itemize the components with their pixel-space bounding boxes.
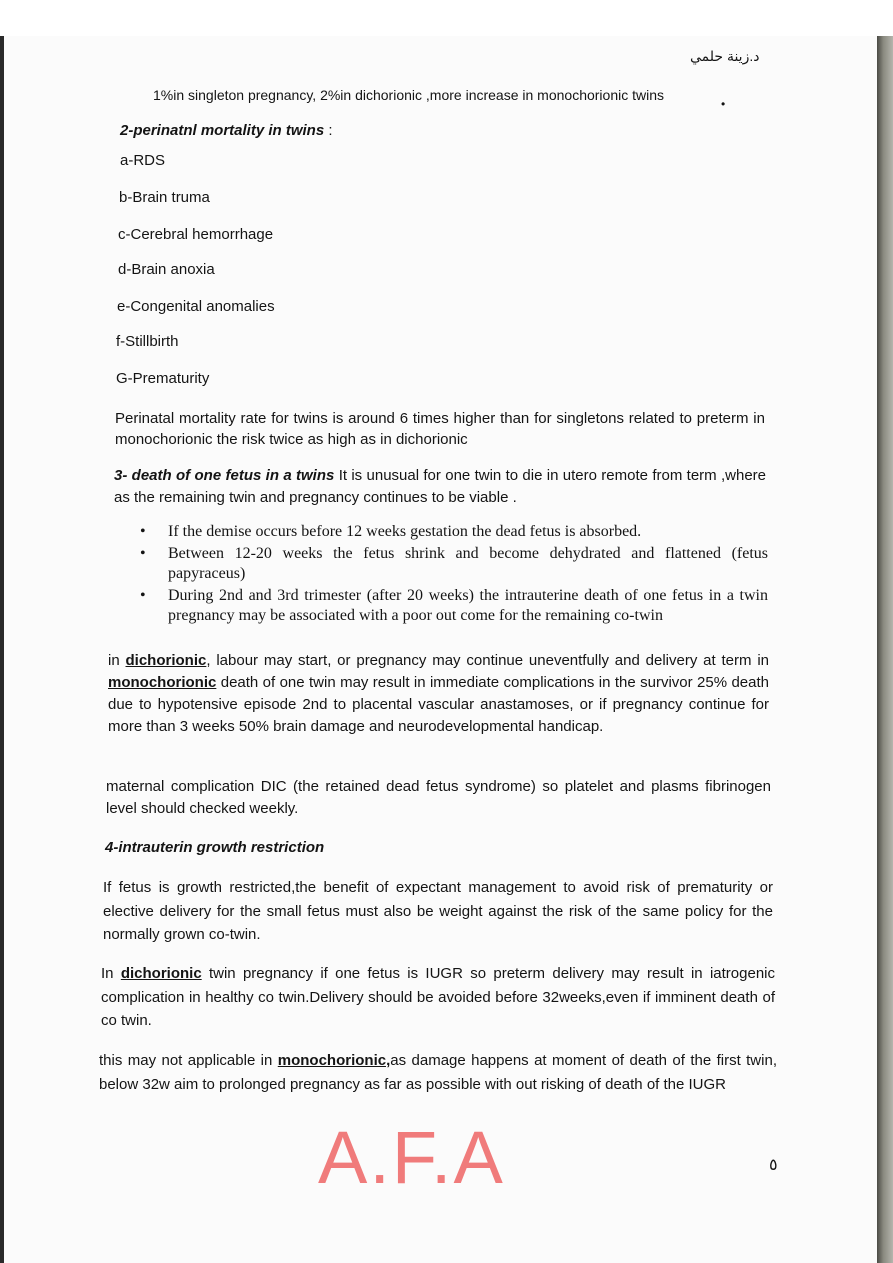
list-item: a-RDS — [120, 152, 166, 169]
list-item: f-Stillbirth — [116, 333, 179, 350]
bullet-text: If the demise occurs before 12 weeks gestation the dead fetus is absorbed. — [168, 523, 642, 540]
list-item: b-Brain truma — [119, 189, 210, 206]
intro-line: 1%in singleton pregnancy, 2%in dichorionic ,more increase in monochorionic twins — [153, 87, 665, 103]
text-run: , labour may start, or pregnancy may continue uneventfully and delivery at term in — [206, 652, 769, 669]
list-item — [140, 522, 768, 542]
bullet-icon: • — [140, 587, 146, 604]
section-2-heading — [120, 120, 333, 142]
bullet-icon: • — [140, 523, 146, 540]
author-name: د.زينة حلمي — [690, 48, 760, 64]
text-run: In — [101, 965, 121, 982]
section-2-heading-colon: : — [324, 122, 333, 139]
section-4-paragraph-3 — [99, 1049, 777, 1096]
section-3-heading: 3- death of one fetus in a twins — [114, 467, 335, 484]
section-4-paragraph-2 — [101, 962, 775, 1033]
list-item — [140, 586, 768, 626]
list-item: c-Cerebral hemorrhage — [118, 226, 274, 243]
page-number: ٥ — [769, 1157, 778, 1174]
section-4-heading: 4-intrauterin growth restriction — [105, 839, 325, 856]
maternal-complication: maternal complication DIC (the retained dead fetus syndrome) so platelet and plasms fibrinogen level should checked weekly. — [106, 778, 771, 817]
scan-edge — [877, 36, 893, 1263]
section-3-intro — [114, 465, 766, 509]
list-item — [140, 544, 768, 584]
term-dichorionic: dichorionic — [125, 652, 207, 669]
text-run: this may not applicable in — [99, 1052, 278, 1069]
list-item: e-Congenital anomalies — [117, 298, 275, 315]
section-3-intro-text: It is unusual for one twin to die in utero remote from term ,where as the remaining twin and pregnancy continues to be viable . — [114, 467, 767, 506]
scan-top-margin — [0, 0, 893, 36]
section-3-outcome — [108, 650, 769, 738]
bullet-icon: • — [140, 545, 146, 562]
term-monochorionic: monochorionic — [108, 674, 217, 691]
section-2-heading-text: 2-perinatnl mortality in twins — [120, 122, 325, 139]
bullet-icon: • — [721, 97, 726, 111]
list-item: G-Prematurity — [116, 370, 210, 387]
bullet-list — [140, 522, 768, 628]
text-run: in — [108, 652, 126, 669]
text-run: as damage happens at moment of death of the first twin, below 32w aim to prolonged pregnancy as far as possible with out risking of death of the IUGR — [99, 1052, 777, 1093]
section-4-paragraph-1: If fetus is growth restricted,the benefit of expectant management to avoid risk of prematurity or elective delivery for the small fetus must also be weight against the risk of the same policy for the normally grown co-twin. — [103, 879, 773, 943]
list-item: d-Brain anoxia — [118, 261, 215, 278]
section-2-summary: Perinatal mortality rate for twins is around 6 times higher than for singletons related to preterm in monochorionic the risk twice as high as in dichorionic — [115, 410, 765, 448]
text-run: death of one twin may result in immediate complications in the survivor 25% death due to hypotensive episode 2nd to placental vascular anastamoses, or if pregnancy continue for more than 3 weeks 50% brain damage and neurodevelopmental handicap. — [108, 674, 769, 735]
bullet-text: During 2nd and 3rd trimester (after 20 weeks) the intrauterine death of one fetus in a twin pregnancy may be associated with a poor out come for the remaining co-twin — [168, 587, 768, 624]
term-dichorionic: dichorionic — [120, 965, 202, 982]
term-monochorionic: monochorionic, — [277, 1052, 391, 1069]
watermark: A.F.A — [318, 1116, 505, 1199]
text-run: twin pregnancy if one fetus is IUGR so preterm delivery may result in iatrogenic complication in healthy co twin.Delivery should be avoided before 32weeks,even if imminent death of co twin. — [101, 965, 775, 1029]
bullet-text: Between 12-20 weeks the fetus shrink and become dehydrated and flattened (fetus papyraceus) — [168, 545, 768, 582]
